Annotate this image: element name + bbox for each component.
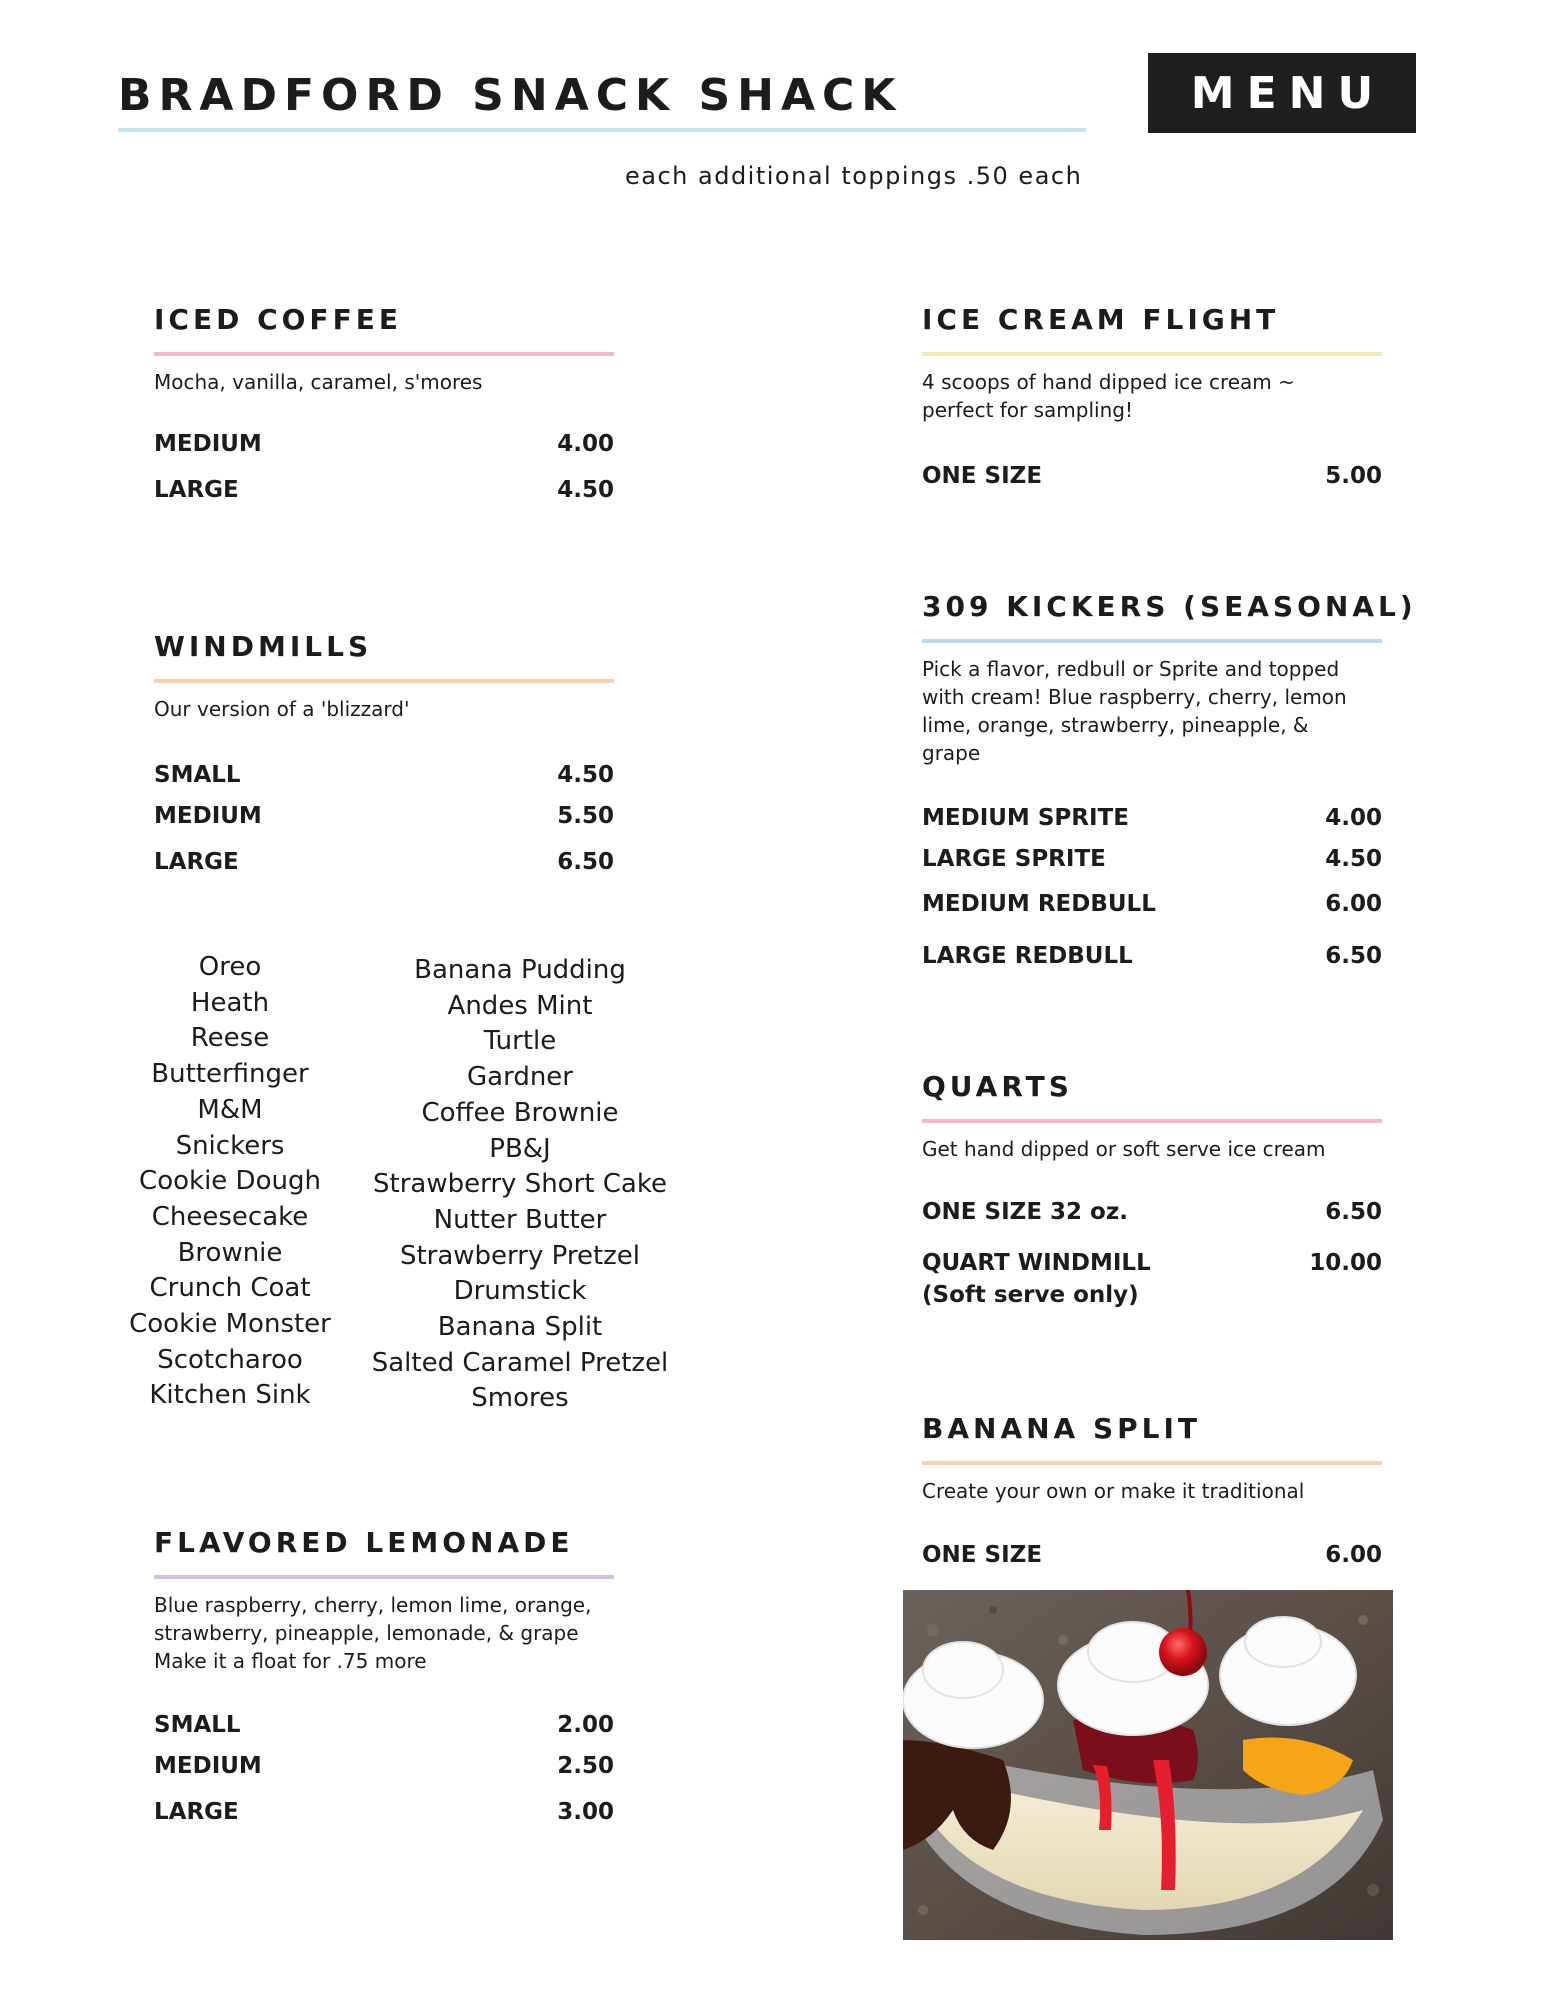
flavor-item: Cheesecake <box>151 1201 309 1232</box>
flavor-item: Coffee Brownie <box>421 1097 619 1128</box>
price-value: 2.00 <box>557 1712 614 1738</box>
size-label: LARGE <box>154 849 239 875</box>
description-line: 4 scoops of hand dipped ice cream ~ <box>922 370 1295 394</box>
menu-label-box <box>1148 53 1416 133</box>
section-rule <box>154 679 614 683</box>
price-value: 6.00 <box>1325 891 1382 917</box>
flavor-item: Brownie <box>177 1237 283 1268</box>
price-row <box>922 802 1382 834</box>
section-title: FLAVORED LEMONADE <box>154 1526 574 1559</box>
flavor-item: M&M <box>197 1094 263 1125</box>
price-row <box>922 843 1382 875</box>
section-flavored-lemonade <box>154 1525 614 1835</box>
flavor-item: Turtle <box>483 1026 557 1057</box>
price-row <box>922 1247 1382 1311</box>
price-value: 5.00 <box>1325 463 1382 489</box>
flavor-item: Scotcharoo <box>157 1344 303 1375</box>
flavor-item: Andes Mint <box>447 990 593 1021</box>
brand-underline <box>118 128 1086 132</box>
toppings-note: each additional toppings .50 each <box>625 162 1083 190</box>
price-value: 5.50 <box>557 803 614 829</box>
size-label: MEDIUM <box>154 431 262 457</box>
size-label: SMALL <box>154 1712 241 1738</box>
section-title: WINDMILLS <box>154 630 373 663</box>
price-value: 4.00 <box>1325 805 1382 831</box>
section-quarts <box>922 1069 1382 1329</box>
price-value: 6.50 <box>557 849 614 875</box>
size-label: SMALL <box>154 762 241 788</box>
flavor-item: Nutter Butter <box>433 1204 607 1235</box>
price-row <box>154 759 614 791</box>
flavor-item: Strawberry Pretzel <box>399 1240 641 1271</box>
flavor-item: Gardner <box>467 1062 573 1093</box>
size-label: ONE SIZE <box>922 1542 1043 1568</box>
section-title: ICED COFFEE <box>154 303 402 336</box>
size-label-line: QUART WINDMILL <box>922 1250 1151 1276</box>
description-line: perfect for sampling! <box>922 398 1133 422</box>
flavor-item: Banana Pudding <box>414 955 626 985</box>
price-row <box>922 1539 1382 1571</box>
price-value: 3.00 <box>557 1799 614 1825</box>
description-line: lime, orange, strawberry, pineapple, & <box>922 713 1309 737</box>
flavor-item: Strawberry Short Cake <box>373 1169 667 1200</box>
banana-split-photo <box>903 1590 1393 1940</box>
flavor-item: Reese <box>190 1023 270 1054</box>
description-line: grape <box>922 741 981 765</box>
menu-label: MENU <box>1190 67 1386 119</box>
description-line: Blue raspberry, cherry, lemon lime, orange, <box>154 1593 592 1617</box>
price-row <box>154 800 614 832</box>
price-row <box>922 1196 1382 1228</box>
size-label: LARGE SPRITE <box>922 846 1106 872</box>
price-value: 6.50 <box>1325 1199 1382 1225</box>
size-label: LARGE <box>154 477 239 503</box>
flavor-item: Snickers <box>175 1130 285 1161</box>
price-row <box>154 1709 614 1741</box>
flavor-item: Salted Caramel Pretzel <box>371 1347 669 1378</box>
price-row <box>922 940 1382 972</box>
flavor-item: Oreo <box>198 952 262 982</box>
flavor-item: Cookie Dough <box>139 1166 321 1197</box>
size-label: MEDIUM SPRITE <box>922 805 1129 831</box>
section-rule <box>922 639 1382 643</box>
price-value: 4.50 <box>1325 846 1382 872</box>
section-title: QUARTS <box>922 1070 1073 1103</box>
size-label: LARGE <box>154 1799 239 1825</box>
flavor-item: Heath <box>190 987 270 1018</box>
flavor-item: Banana Split <box>437 1312 603 1343</box>
section-description: Get hand dipped or soft serve ice cream <box>922 1137 1326 1161</box>
flavor-item: Kitchen Sink <box>149 1380 311 1411</box>
section-title: 309 KICKERS (SEASONAL) <box>922 590 1417 623</box>
section-rule <box>922 352 1382 356</box>
price-row <box>154 428 614 460</box>
price-value: 2.50 <box>557 1753 614 1779</box>
section-rule <box>154 352 614 356</box>
section-description: Our version of a 'blizzard' <box>154 697 410 721</box>
description-line: Make it a float for .75 more <box>154 1649 427 1673</box>
price-row <box>154 1796 614 1828</box>
price-value: 4.50 <box>557 477 614 503</box>
section-windmills <box>154 629 614 889</box>
size-label <box>922 1247 1151 1311</box>
flavor-item: Cookie Monster <box>129 1309 331 1340</box>
description-line: with cream! Blue raspberry, cherry, lemon <box>922 685 1347 709</box>
section-309-kickers <box>922 589 1417 989</box>
section-description <box>922 655 1382 767</box>
section-description <box>922 368 1382 424</box>
price-row <box>154 846 614 878</box>
size-label: MEDIUM <box>154 803 262 829</box>
section-description <box>154 1591 614 1675</box>
size-label: LARGE REDBULL <box>922 943 1133 969</box>
price-row <box>922 460 1382 492</box>
flavor-item: Drumstick <box>453 1276 587 1307</box>
section-rule <box>922 1461 1382 1465</box>
size-label: MEDIUM <box>154 1753 262 1779</box>
description-line: Pick a flavor, redbull or Sprite and topped <box>922 657 1340 681</box>
section-ice-cream-flight <box>922 302 1382 502</box>
size-label: ONE SIZE 32 oz. <box>922 1199 1128 1225</box>
size-label: MEDIUM REDBULL <box>922 891 1156 917</box>
price-row <box>922 888 1382 920</box>
size-label-line: (Soft serve only) <box>922 1282 1139 1308</box>
price-value: 6.00 <box>1325 1542 1382 1568</box>
price-value: 10.00 <box>1309 1250 1382 1276</box>
flavor-item: PB&J <box>489 1133 551 1164</box>
flavor-list-right <box>360 953 680 1417</box>
price-value: 4.50 <box>557 762 614 788</box>
flavor-list-left <box>110 950 350 1414</box>
section-title: ICE CREAM FLIGHT <box>922 303 1280 336</box>
flavor-item: Smores <box>471 1383 569 1414</box>
size-label: ONE SIZE <box>922 463 1043 489</box>
price-row <box>154 1750 614 1782</box>
section-rule <box>922 1119 1382 1123</box>
flavor-item: Butterfinger <box>151 1059 309 1090</box>
price-row <box>154 474 614 506</box>
section-rule <box>154 1575 614 1579</box>
section-banana-split <box>922 1411 1382 1581</box>
flavor-item: Crunch Coat <box>149 1273 311 1304</box>
section-description: Create your own or make it traditional <box>922 1479 1305 1503</box>
price-value: 6.50 <box>1325 943 1382 969</box>
description-line: strawberry, pineapple, lemonade, & grape <box>154 1621 579 1645</box>
section-iced-coffee <box>154 302 614 512</box>
section-description: Mocha, vanilla, caramel, s'mores <box>154 370 483 394</box>
section-title: BANANA SPLIT <box>922 1412 1202 1445</box>
price-value: 4.00 <box>557 431 614 457</box>
brand-title: BRADFORD SNACK SHACK <box>118 70 903 121</box>
